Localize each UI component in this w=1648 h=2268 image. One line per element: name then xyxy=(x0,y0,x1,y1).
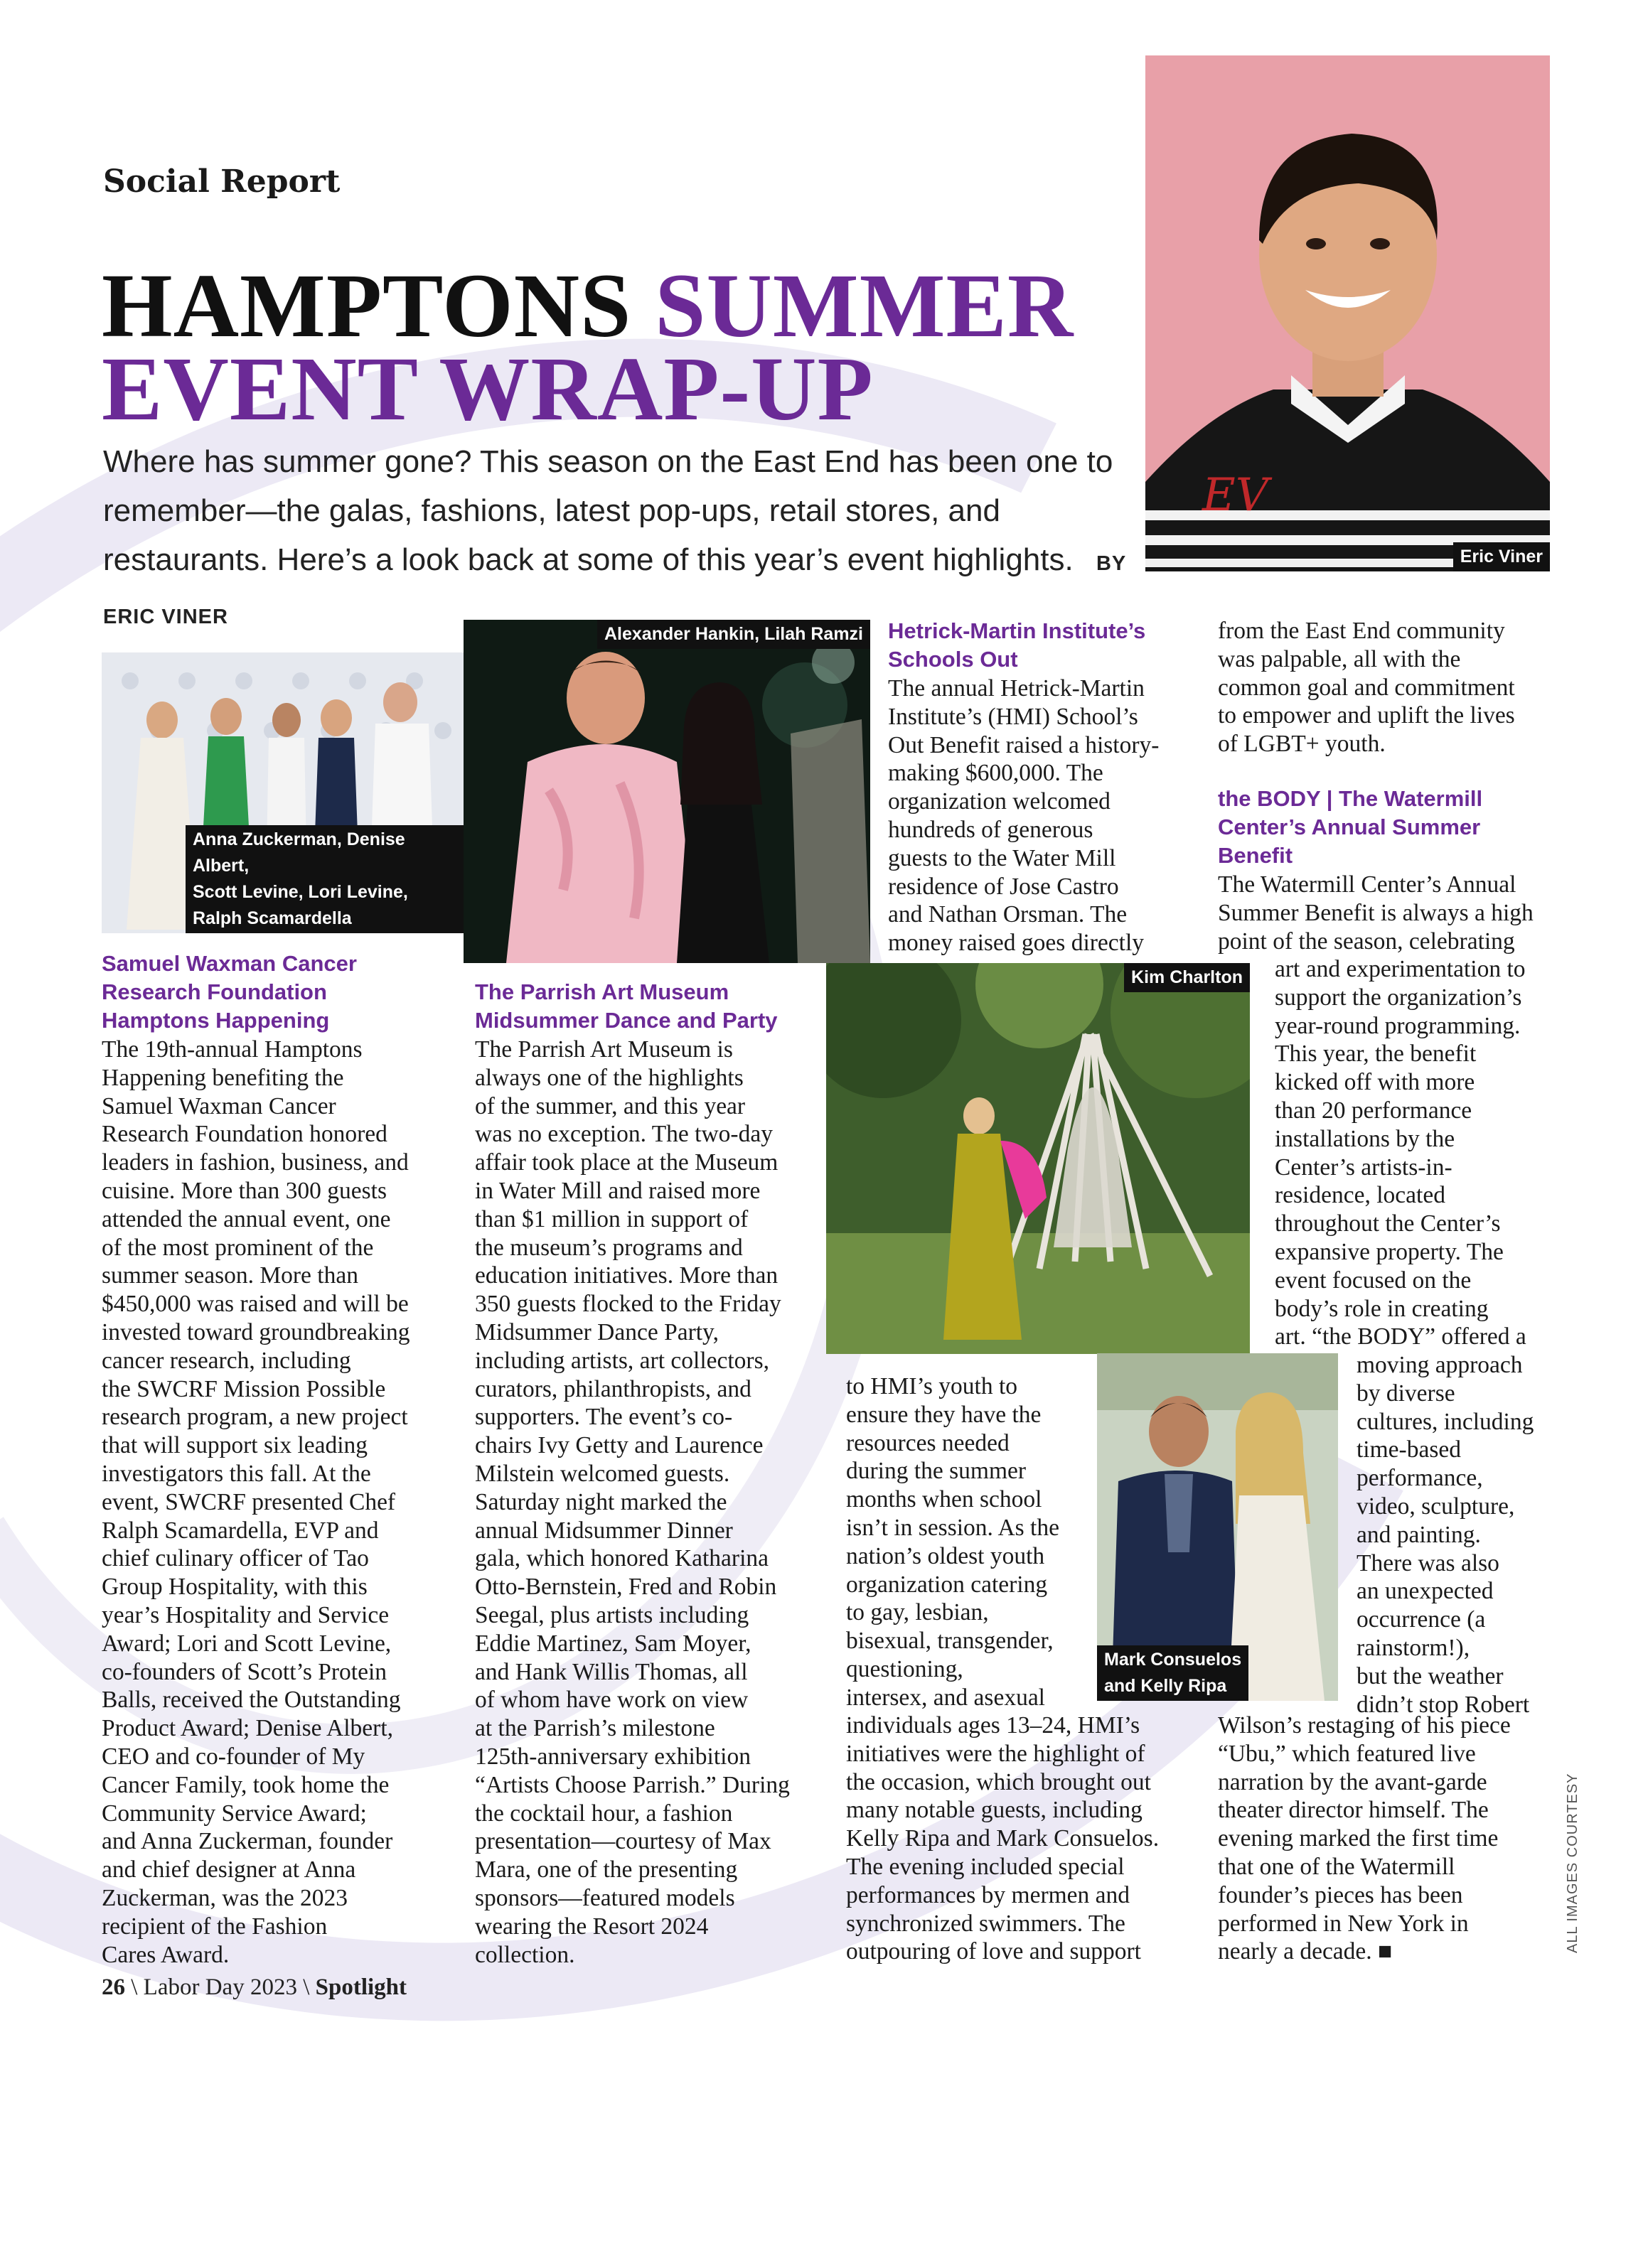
waxman-body: The 19th-annual Hamptons Happening benefiting the Samuel Waxman Cancer Research Foundation honored leaders in fashion, business, and cuisine. More than 300 guests attended the annual event, one of the most prominent of the summer season. More than $450,000 was raised and will be invested toward groundbreaking cancer research, including the SWCRF Mission Possible research program, a new project that will support six leading investigators this fall. At the event, SWCRF presented Chef Ralph Scamardella, EVP and chief culinary officer of Tao Group Hospitality, with this year’s Hospitality and Service Award; Lori and Scott Levine, co-founders of Scott’s Protein Balls, received the Outstanding Product Award; Denise Albert, CEO and co-founder of My Cancer Family, took home the Community Service Award; and Anna Zuckerman, founder and chief designer at Anna Zuckerman, was the 2023 recipient of the Fashion Cares Award. xyxy=(102,1036,410,1968)
eric-viner-photo xyxy=(1145,55,1550,571)
kim-charlton-photo xyxy=(826,963,1250,1354)
svg-text:EV: EV xyxy=(1202,469,1268,522)
page-footer xyxy=(102,1974,407,2001)
portrait-illustration xyxy=(1145,55,1550,571)
hmi-body-bottom: individuals ages 13–24, HMI’s initiatives were the highlight of the occasion, which brought out many notable guests, including Kelly Ripa and Mark Consuelos. The evening included special performances by mermen and synchronized swimmers. The outpouring of love and support xyxy=(846,1712,1160,1965)
garden-photo-illustration xyxy=(826,963,1250,1354)
watermill-body-a: The Watermill Center’s Annual Summer Benefit is always a high point of the season, celebrating xyxy=(1218,871,1534,955)
waxman-heading: Samuel Waxman Cancer Research Foundation Hamptons Happening xyxy=(102,951,357,1033)
parrish-heading: The Parrish Art Museum Midsummer Dance and Party xyxy=(475,979,778,1033)
caption-consuelos-ripa: Mark Consuelos and Kelly Ripa xyxy=(1097,1645,1248,1701)
watermill-heading: the BODY | The Watermill Center’s Annual Summer Benefit xyxy=(1218,786,1483,868)
hmi-body-top: The annual Hetrick-Martin Institute’s (HMI) School’s Out Benefit raised a history- making $600,000. The organization welcomed hundreds of generous guests to the Water Mill residence of Jose Castro and Nathan Orsman. The money raised goes directly xyxy=(888,675,1160,957)
hankin-ramzi-photo xyxy=(464,620,870,963)
footer-separator: \ xyxy=(303,1974,316,2000)
caption-zuckerman-group: Anna Zuckerman, Denise Albert, Scott Levine, Lori Levine, Ralph Scamardella xyxy=(186,825,464,933)
image-credit: ALL IMAGES COURTESY xyxy=(1565,1773,1580,1953)
hmi-body-mid: to HMI’s youth to ensure they have the resources needed during the summer months when school isn’t in session. As the nation’s oldest youth organization catering to gay, lesbian, bisexual, transgender, questioning, intersex, and asexual xyxy=(846,1373,1059,1711)
dek-text: Where has summer gone? This season on the East End has been one to remember—the galas, fashions, latest pop-ups, retail stores, and restaurants. Here’s a look back at some of this year’s event highlights. xyxy=(103,444,1113,577)
page-number: 26 xyxy=(102,1974,125,2000)
hmi-heading: Hetrick-Martin Institute’s Schools Out xyxy=(888,618,1146,672)
byline: BY ERIC VINER xyxy=(103,552,1126,628)
headline-line2: EVENT WRAP-UP xyxy=(102,338,874,439)
dek xyxy=(103,437,1127,642)
consuelos-ripa-photo xyxy=(1097,1353,1338,1701)
footer-separator: \ xyxy=(131,1974,144,2000)
headline-purple: SUMMER xyxy=(655,255,1074,356)
magazine-name: Spotlight xyxy=(315,1974,407,2000)
watermill-body-b: art and experimentation to support the organization’s year-round programming. This year, the benefit kicked off with more than 20 performance installations by the Center’s artists-in- residence, located throughout the Center’s expansive property. The event focused on the body’s role in creating art. “the BODY” offered a xyxy=(1275,956,1526,1350)
section-label: Social Report xyxy=(103,163,341,200)
caption-hankin-ramzi: Alexander Hankin, Lilah Ramzi xyxy=(597,620,870,649)
hmi-body-col4: from the East End community was palpable, all with the common goal and commitment to empower and uplift the lives of LGBT+ youth. xyxy=(1218,618,1515,758)
watermill-body-c: moving approach by diverse cultures, including time-based performance, video, sculpture, and painting. There was also an unexpected occurrence (a rainstorm!), but the weather didn’t stop Robert xyxy=(1357,1352,1534,1718)
headline xyxy=(102,255,1133,439)
zuckerman-group-photo xyxy=(102,652,464,933)
headline-black: HAMPTONS xyxy=(102,255,632,356)
caption-kim-charlton: Kim Charlton xyxy=(1124,963,1250,992)
issue-name: Labor Day 2023 xyxy=(143,1974,297,2000)
party-photo-illustration xyxy=(464,620,870,963)
parrish-body: The Parrish Art Museum is always one of the highlights of the summer, and this year was no exception. The two-day affair took place at the Museum in Water Mill and raised more than $1 million in support of the museum’s programs and education initiatives. More than 350 guests flocked to the Friday Midsummer Dance Party, including artists, art collectors, curators, philanthropists, and supporters. The event’s co- chairs Ivy Getty and Laurence Milstein welcomed guests. Saturday night marked the annual Midsummer Dinner gala, which honored Katharina Otto-Bernstein, Fred and Robin Seegal, plus artists including Eddie Martinez, Sam Moyer, and Hank Willis Thomas, all of whom have work on view at the Parrish’s milestone 125th-anniversary exhibition “Artists Choose Parrish.” During the cocktail hour, a fashion presentation—courtesy of Max Mara, one of the presenting sponsors—featured models wearing the Resort 2024 collection. xyxy=(475,1036,790,1968)
watermill-body-d: Wilson’s restaging of his piece “Ubu,” which featured live narration by the avant-garde theater director himself. The evening marked the first time that one of the Watermill founder’s pieces has been performed in New York in nearly a decade. ■ xyxy=(1218,1712,1511,1965)
caption-eric-viner: Eric Viner xyxy=(1453,542,1550,571)
